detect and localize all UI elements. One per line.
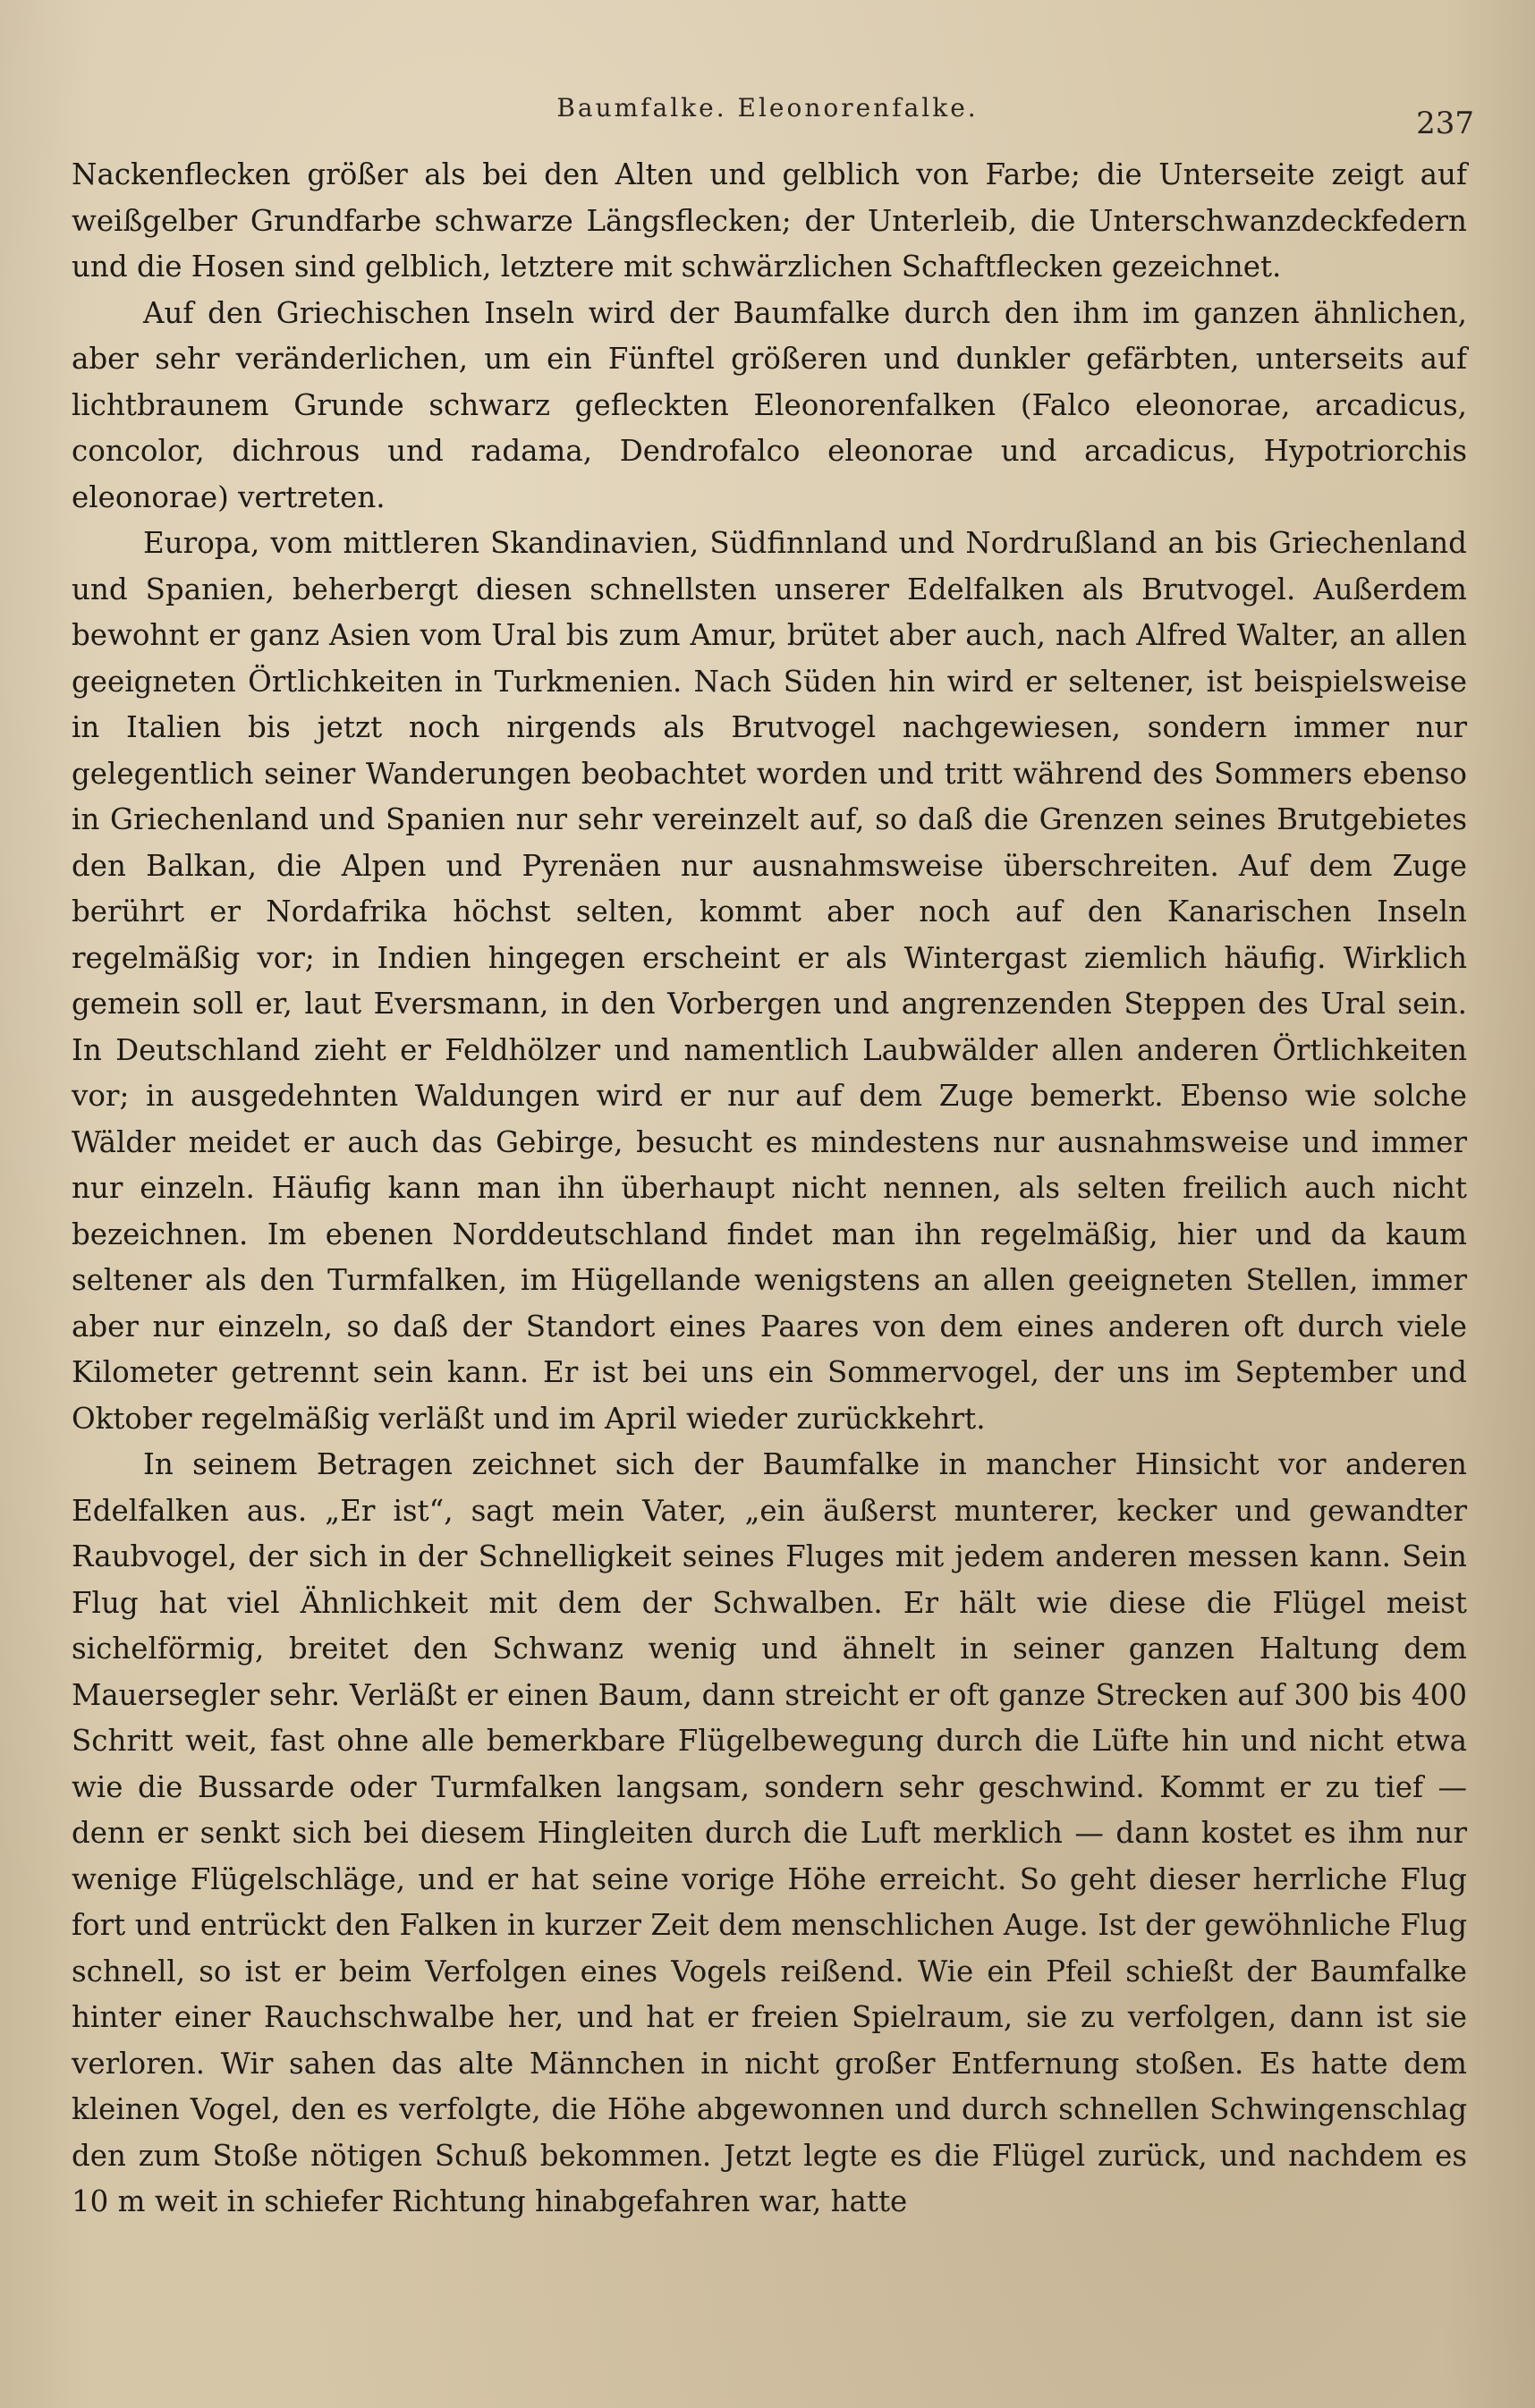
paragraph-continuation: Nackenflecken größer als bei den Alten und gelblich von Farbe; die Unterseite zeigt auf weißgelber Grundfarbe schwarze Längsflecken; der Unterleib, die Unterschwanzdeckfedern und die Hosen sind gelblich, letztere mit schwärzlichen Schaftflecken gezeichnet. — [72, 157, 1467, 284]
paragraph-eleonorenfalke: Auf den Griechischen Inseln wird der Baumfalke durch den ihm im ganzen ähnlichen, aber sehr veränderlichen, um ein Fünftel größeren und dunkler gefärbten, unterseits auf lichtbraunem Grunde schwarz gefleckten Eleonorenfalken (Falco eleonorae, arcadicus, concolor, dichrous und radama, Dendrofalco eleonorae und arcadicus, Hypotriorchis eleonorae) vertreten. — [72, 295, 1467, 514]
running-head: Baumfalke. Eleonorenfalke. — [556, 93, 979, 123]
paragraph-distribution: Europa, vom mittleren Skandinavien, Südfinnland und Nordrußland an bis Griechenland und Spanien, beherbergt diesen schnellsten unserer Edelfalken als Brutvogel. Außerdem bewohnt er ganz Asien vom Ural bis zum Amur, brütet aber auch, nach Alfred Walter, an allen geeigneten Örtlichkeiten in Turkmenien. Nach Süden hin wird er seltener, ist beispielsweise in Italien bis jetzt noch nirgends als Brutvogel nachgewiesen, sondern immer nur gelegentlich seiner Wanderungen beobachtet worden und tritt während des Sommers ebenso in Griechenland und Spanien nur sehr vereinzelt auf, so daß die Grenzen seines Brutgebietes den Balkan, die Alpen und Pyrenäen nur ausnahmsweise überschreiten. Auf dem Zuge berührt er Nordafrika höchst selten, kommt aber noch auf den Kanarischen Inseln regelmäßig vor; in Indien hingegen erscheint er als Wintergast ziemlich häufig. Wirklich gemein soll er, laut Eversmann, in den Vorbergen und angrenzenden Steppen des Ural sein. In Deutschland zieht er Feldhölzer und namentlich Laubwälder allen anderen Örtlichkeiten vor; in ausgedehnten Waldungen wird er nur auf dem Zuge bemerkt. Ebenso wie solche Wälder meidet er auch das Gebirge, besucht es mindestens nur ausnahmsweise und immer nur einzeln. Häufig kann man ihn überhaupt nicht nennen, als selten freilich auch nicht bezeichnen. Im ebenen Norddeutschland findet man ihn regelmäßig, hier und da kaum seltener als den Turmfalken, im Hügellande wenigstens an allen geeigneten Stellen, immer aber nur einzeln, so daß der Standort eines Paares von dem eines anderen oft durch viele Kilometer getrennt sein kann. Er ist bei uns ein Sommervogel, der uns im September und Oktober regelmäßig verläßt und im April wieder zurückkehrt. — [72, 526, 1467, 1436]
text-column — [72, 152, 1467, 2370]
paragraph-behaviour: In seinem Betragen zeichnet sich der Baumfalke in mancher Hinsicht vor anderen Edelfalken aus. „Er ist“, sagt mein Vater, „ein äußerst munterer, kecker und gewandter Raubvogel, der sich in der Schnelligkeit seines Fluges mit jedem anderen messen kann. Sein Flug hat viel Ähnlichkeit mit dem der Schwalben. Er hält wie diese die Flügel meist sichelförmig, breitet den Schwanz wenig und ähnelt in seiner ganzen Haltung dem Mauersegler sehr. Verläßt er einen Baum, dann streicht er oft ganze Strecken auf 300 bis 400 Schritt weit, fast ohne alle bemerkbare Flügelbewegung durch die Lüfte hin und nicht etwa wie die Bussarde oder Turmfalken langsam, sondern sehr geschwind. Kommt er zu tief — denn er senkt sich bei diesem Hingleiten durch die Luft merklich — dann kostet es ihm nur wenige Flügelschläge, und er hat seine vorige Höhe erreicht. So geht dieser herrliche Flug fort und entrückt den Falken in kurzer Zeit dem menschlichen Auge. Ist der gewöhnliche Flug schnell, so ist er beim Verfolgen eines Vogels reißend. Wie ein Pfeil schießt der Baumfalke hinter einer Rauchschwalbe her, und hat er freien Spielraum, sie zu verfolgen, dann ist sie verloren. Wir sahen das alte Männchen in nicht großer Entfernung stoßen. Es hatte dem kleinen Vogel, den es verfolgte, die Höhe abgewonnen und durch schnellen Schwingenschlag den zum Stoße nötigen Schuß bekommen. Jetzt legte es die Flügel zurück, und nachdem es 10 m weit in schiefer Richtung hinabgefahren war, hatte — [72, 1447, 1467, 2218]
page-number: 237 — [1416, 106, 1474, 141]
